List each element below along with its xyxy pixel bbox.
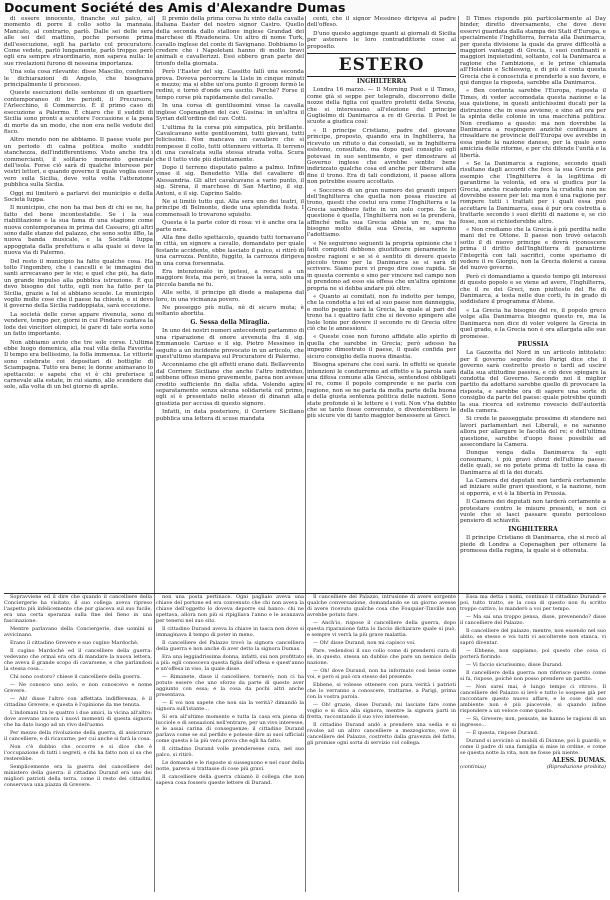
paragraph: « Soccorso di un gran numero dei grandi imperi dell'Inghilterra che quella non possa riuscire al trono, questi che costui era come l'Inghilterra e la Grecia sarebbero fatte in un solo corpo. Se la questione è quella, l'Inghilterra non se la prenderà, affinché nella sua Grecia abbia un re, ma ha bisogno molto della sua Grecia, se sapremo l'adottiamo. xyxy=(307,187,456,239)
paragraph: Ne posseggo più nulla, nè di sicuro muta; è soltanto abortita. xyxy=(156,305,304,318)
paragraph: Ne si limitò tutto qui. Alla sera uno dei teatri, il principe di Belmonte, diede una splendida festa. I commensali lo trovarono squisito. xyxy=(156,198,304,218)
paragraph: Ebbene, si volesse ottenere con pura verità i patrioti che lo verranno a conoscere, trattarne, a Parigi, prima con la vostra parola. xyxy=(307,682,456,700)
column-4 xyxy=(460,16,606,593)
paragraph: Una sola cosa rilevante: disse Mascilio, confermò le dichiarazioni di Angelo, che bisognava principalmente il processo. xyxy=(4,69,153,89)
paragraph: L'indomani tra le quattro i due amici, la vicina all'altro: dove avevano ancora i nuovi momenti di questa signora che ha dato luogo ad un vivo dell'uomo. xyxy=(4,710,152,728)
paragraph: Il cancelliere della guerra: non riferisce questo come si fa, rispose, poichè non posso prendere un partito. xyxy=(460,670,606,682)
paragraph: Il cancelliere del Palazzo trovò la signora cancelliera della guerra e non anche di aver detto la signora Dumas. xyxy=(156,640,304,652)
byline: G. Sessa della Miraglia. xyxy=(190,318,270,326)
document-title: Document Société des Amis d'Alexandre Dumas xyxy=(4,0,346,15)
newspaper-page xyxy=(4,16,606,896)
section-heading-estero: ESTERO xyxy=(307,53,456,77)
paragraph: Il municipio, che non ha mai ben di chi se ne, ha fatto del bene incontestabile. Se i la sua riabilitazione e la sua fama di una stagione come nuova contemporanea in prima del Cassaro, gli altri sono dalle stanze del palazzo, che sono sotto ilBo, la nuova banda musicale, e la Società Iuppa appoggiata dalla prefettura e alla quale si deve la nuova via di Palermo. xyxy=(4,205,153,257)
paragraph: Il Camera dei deputati non tarderà certamente a protestare contro le misure presenti, e non ci vuole che si lasci passare questo pericoloso pensiero di schiavitù. xyxy=(460,499,606,525)
paragraph: non una posta pertinace. Ogni pagliaio aveva una chiave del portone ed era convenuto che chi non aveva la chiave dell'oggetto lo doveva deporre sul banco: chi ne spettava, allora non più si ripigliava l'anno e le avanzava per tenersi nel suo sito. xyxy=(156,594,304,624)
author-signature: ALESS. DUMAS. xyxy=(552,757,606,764)
country-heading: INGHILTERRA xyxy=(508,525,558,533)
paragraph: centi, che il signor Messineo dirigeva al padre dell'offeso. xyxy=(307,16,456,29)
paragraph: « Se la Danimarca a ragione, secondo quali risultano dagli accordi che fece la sua Grecia per esempio che l'Inghilterra è la legittima di garantirne la volontà, ed ora si giudica pur la Grecia, anche ricadendo sopra la crudeltà non ne dovrebbe essere per lei: ma non è una ragione per rompere tutti i trattati per i quali essa può accettare la Danimarca, essa è pur ora costretta a trattarle secondo i suoi diritti di nazione e, se ciò fosse, non si richiederebbe altro. xyxy=(460,160,606,225)
paragraph: Per mezzo della rivoluzione della guerra, di assicurare il cancelliere, e di ricavarne; per cui anche si farà la cosa. xyxy=(4,730,152,742)
paragraph: — E voi non sapete che non sia la verità? dimandò la signora sull'istante... xyxy=(156,700,304,712)
column-rule xyxy=(154,16,155,892)
paragraph: « Quanto ai comitati, non fu indotto per tempo, che la condotta a lui ed al suo paese non danneggia, e molto peggio sarà la Grecia, la quale al pari del trono ha i quattro fatti che si devono spingere alle Isole Ionie per dovere il secondo re di Grecia oltre ciò che le annessioni. xyxy=(307,294,456,333)
paragraph: Infatti, in data posteriore, il Corriere Siciliano pubblica una lettera di scuse mandata xyxy=(156,409,304,422)
feuilleton-column-1 xyxy=(4,594,152,892)
paragraph: Il premio della prima corsa fu vinto dalla cavalla italiana Easter del nostro signor Castro. Quello della seconda dallo stallone inglese Grandad dei marchese di Rivadeneira. Un altro di nome Turk, cavallo inglese del conte di Savignano. Dobbiamo lo credere che i Napoletani hanno di molto bravi animali e cavallerizzi. Essi ebbero gran parte del trionfo della giornata. xyxy=(156,16,304,67)
paragraph: La Gazzetta del Nord in un articolo intitolato: per il governo segreto dei Parigi dice che il governo sarà costretto presto o tardi ad uscire dalla sua attitudine passiva, e ciò deve spiegare la condotta del Governo. Secondo noi il miglior partito da adottarsi sarebbe quello di provocare la risposta, e sarebbe ora di sapere una sorte di consiglio da parte del paese: quale potrebbe quindi la sua ricerca ed estremo rovescio dell'autorità della camera. xyxy=(460,350,606,414)
paragraph: — Oh! grazie, disse Durand; mi lasciate fare come voglio e si dica alla signora, mentre la signora partì in fretta, raccontando il suo vivo interesse. xyxy=(307,702,456,720)
paragraph: « La Grecia ha bisogno del re, il popolo greco volge alla Danimarca bisogno questo re, ma la Danimarca non dice di voler volgere la Grecia in quel grado, e la Grecia non è ora allargata alle sue promesse. xyxy=(460,307,606,340)
column-rule xyxy=(458,16,459,892)
paragraph: Il cancelliere del Palazzo, intrusione di avere sorgente qualche conversazione, domandando se un giorno avesse di avere ricevuto qualche cosa che Fouquier-Tinville non avrebbe potuto fare. xyxy=(307,594,456,618)
paragraph: — Oh! dove Durand, non ha informato così bene come voi, e però si può ora stesso del presente. xyxy=(307,668,456,680)
paragraph: Dopo il terreno disputato palmo a palmo. Infine vinse il sig. Benedetto Villa del cavaliere di Alessandria. Gli altri cavalcavano a vario punto, il sig. Sirena, il marchese di San Martino, il sig. Antoni, e il sig. Caprino Saldo. xyxy=(156,164,304,197)
paragraph: Era una leggiadrissima donna, infatti, sui non profittato a più: egli conosceva questa figlia dell'offesa e quest'anno e un'offesa in viso, la quale disse. xyxy=(156,654,304,672)
paragraph: — Ebbene, non sappiamo, poi questo che cosa ci porterà fiorindo. xyxy=(460,648,606,660)
paragraph: di essere innocente, finanche sul palco, al momento di porre il collo sotto la mannaia. Mancato, al contrario, parlò. Dalle sei delle sera alle sei del mattino, poche persone prima dell'esecuzione, egli ha parlato col procuratore. Come vedete, parlò lungamente, parlò troppo: però egli era sempre straordinario, non sapeva nulla: le sue rivelazioni furono di nessuna importanza. xyxy=(4,16,153,67)
feuilleton-column-3 xyxy=(307,594,456,892)
paragraph: — Ne conosco uno solo, e non conoscevo e nome Grevere. xyxy=(4,682,152,694)
paragraph: — È questa, rispose Durand. xyxy=(466,730,539,736)
page-header xyxy=(0,0,610,16)
paragraph: Il Times risponde più particolarmente al Day binder, diretto diversamente, che dove deve esservi guardata dalla stampa dei Stati d'Europa, e specialmente l'Inghilterra, ferrata alla Danimarca, per questa divisione la quale da grave difficoltà a maggiori vantaggi di Grecia, i suoi confinanti e maggiori inquietudini, soltanto, col la Danimarca a ragione che l'ambizione, e le prime chiamata all'Holstein e Schleswig, e di più si conta questa Grecia che è conosciuta e prenderlo a suo favore, e qui dunque la risposta, sarebbe alla Danimarca. xyxy=(460,16,606,87)
paragraph: Queste esecuzioni delle sentenze di un quartiere contemporaneo di tre periodi, il Precursore, l'Arlecchino, il Commercio. È il primo caso di esecuzione a Palermo. È chiaro che il sudditi di Sicilia sono pronti a scuotere l'occasione e la pena di morte da un modo, che non era nelle vedute del fisco. xyxy=(4,90,153,135)
column-rule xyxy=(305,16,306,892)
paragraph: Chi sono costoro? chiese il cancelliere della guerra. xyxy=(10,674,142,680)
paragraph: — Vi faccio sicurissimo, disse Durand. xyxy=(466,662,563,668)
paragraph: Però l'Easter del sig. Cassitto fallì una seconda prova. Doveva percorrere la Liste in cinque minuti e mezzo; ma si ebbe un'ora punto il groom fermò le redini, e tornò d'onde era uscito. Perchè? Forse il tempo corse più rapidamente del cavallo. xyxy=(156,69,304,101)
country-heading: PRUSSIA xyxy=(517,340,549,348)
paragraph: La società delle corse appare rivenuta, sono di vendere, tempo per, giorni in cui Pindaro cantava la lode dei vincitori olimpici, le gare di tale sorta sono un fatto importante. xyxy=(4,311,153,338)
paragraph: « Non crediamo che la Grecia è più perdita nelle mani del re Ottone. Il paese non trovò ostacoli sotto il di nuovo principe e dovrà riconoscere prima il diritto dell'Inghilterra di garantirne l'integrità con tali sacrifici, come speriamo di vedere il re Giorgio, non la Grecia dolersi a causa del nuovo governo. xyxy=(460,227,606,272)
footer-line xyxy=(460,764,606,770)
continued-note: (continua) xyxy=(460,764,486,770)
paragraph: Altro mondo non ne abbiamo. Il paese vuole per un periodo di calma politica molto sudditi stanchezza, dell'indifferentismo. Visto anche tra i commercianti, il solitario momento generale dell'isola. Forse ciò sarà di qualche interesse per vostri lettori, e quando governo il quale voglia esser vero sulla Sicilia, deve volta volta l'attenzione pubblica sulla Sicilia. xyxy=(4,137,153,189)
paragraph: Non abbiamo avuto che tre sole corse. L'ultima ebbe luogo domenica, alla real villa della Favorita. Il tempo era bellissimo, la folla immensa. Le vittorie sono celebrate coi depositari di bottiglie di Sciampagna. Tutto era bene; le donne animavano lo spettacolo: e sapete che vi è chi preferisce il carnevale alla estate, in cui siamo, allo scendere dal sole, alla volta di un bel giorno di aprile. xyxy=(4,339,153,391)
country-heading: INGHILTERRA xyxy=(356,78,407,86)
paragraph: Si era all'ultimo momento e tutta la casa era piena di lucciole e di sensazioni nell'entrare, per un vivo interesse, e le assai carina di conseguenze; il cittadino Durand parlava come se sul perfido e potesse dire ai suoi ufficiali come questa è la più vera prova che egli ha fatto. xyxy=(156,714,304,744)
feuilleton-column-2 xyxy=(156,594,304,892)
paragraph: Era intenzionato in ipotesi, a recarsi a un maggiore festa, ma però, si trasse la sera, solo una piccola banda ne fu. xyxy=(156,269,304,288)
paragraph: L'ultima fu la corsa più simpatica, più brillante. Cavalcavano sette gentiluomini, tutti giovani, tutti felicissimi. Non mancava un cavaliere che si rompesse il collo, tutti ottennero vittoria. Il terreno di una cavalcata sulla stessa strada volta. Scura che il tutto vide più distintamente. xyxy=(156,124,304,163)
paragraph: — Oh! disse Durand, non mi capisco voi. xyxy=(313,640,416,646)
paragraph: Essa ma detta i nomi, continuò il cittadino Durand: e poi, tutto tratto, se la cosa di questo non fu scritto troppo cattivo, lo manderò a voi per tempo. xyxy=(460,594,606,612)
paragraph: Accenniamo che gli effetti erano dati. Bellavvento dal Corriere Siciliano che anche l'altro individuo, sebbene offeso meno gravemente, parea non avesse credito sufficiente fin dalla sfida. Volendo agire separatamente senza alcuna solidarietà col primo, egli si è presentato nello stesso dì dinanzi alla giustizia per accusa di questo signore. xyxy=(156,362,304,407)
paragraph: Il cancelliere della guerra chiamò il collega che non sapeva cosa fossero queste lettere di Durand. xyxy=(156,774,304,786)
paragraph: Questa è la parte color di rosa: vi è anche ora la parte nera. xyxy=(156,220,304,233)
paragraph: Erano il cittadino Grevere e suo cugino Mardochè. xyxy=(10,640,139,646)
paragraph: — Ah! disse l'altro con affettata indifferenza, è il cittadino Grevere, e questa è l'opinione da me tenuta. xyxy=(4,696,152,708)
column-1 xyxy=(4,16,153,593)
paragraph: Semplicemente era la guerra del cancelliere del ministero della guerra: il cittadino Durand era uno dei migliori patrioti della terra, come il resto dei cittadini, conservava una piazza di Grevere. xyxy=(4,764,152,788)
paragraph: Non c'è dubbio che occorre e si dice che è l'occupazione di tutti i segreti, e chi ha fatto non si sa che resterebbe. xyxy=(4,744,152,762)
paragraph: Del resto il municipio ha fatto qualche cosa. Ha tolto l'ingombro, che i cancelli e le immagini dei santi arrecavano per le vie; e quel che più, ha dato un grande impulso alla pubblica istruzione. È qui devo bisogno del tutto, egli non ha fatto per la Sicilia, grazie a lui si abbiano scuole. Le municipio voglio molte cose che il paese ha chiesto, e si devo il governo della Sicilia raddoppiata, sarà eccezione. xyxy=(4,258,153,310)
paragraph: « Queste cose non furono affidate allo spirito di quella che sarebbe in Grecia; però adesso ha impegno dimostrato il paese, il quale confida per sicuro consiglio della nuova dinastia. xyxy=(307,334,456,360)
paragraph: In uno dei nostri numeri antecedenti parlammo di una riparazione di onore avvenuta fra il sig. Emmanuele Caruso e il sig. Pietro Messineo in seguito a un incidente provocato in un articolo, che quest'ultimo stampava sul Procuratore di Palermo. xyxy=(156,328,304,360)
paragraph: In una corsa di gentiluomini vinse la cavalla inglese Copenaghen del cav. Gusina: in un'altra il Syrian dell'ordine del cav. Cotti. xyxy=(156,103,304,123)
paragraph: « Il principe Cristiano, padre del giovane principe, proposto, quando era in Inghilterra, ha ricevuto un rifiuto o dai consolati, se in Inghilterra esistono, consultato, ma dopo quel consiglio egli potevasi in suo sentimento, e per dimostrare al Governo inglese che avrebbe sentito bene indirizzato qualche cosa ed anche per liberarsi alla fine il trono. Era di tali condizioni, il paese allora non potrebbe essere accoltato. xyxy=(307,127,456,186)
paragraph: Londra 16 marzo. — Il Morning Post e il Times, come già si seppe per telegrafo, discorrono delle nozze della figlia coi quattro protetti della Svezia, che si interessano all'elezione del principe Guglielmo di Danimarca a re di Grecia. Il Post le scuote a giudica così: xyxy=(307,87,456,126)
paragraph: D'uno questo aggiunge quanti ai giornali di Sicilia per astenere le loro contraddittorie cose al proposito. xyxy=(307,30,456,50)
paragraph: « Ben contenta sarebbe l'Europa, risposta il Times, di veder accomodata questa nazione e la sua quistione, in questi antichissimi ducati per la distruzione che in essa avviene, e sino ad ora per la spinta delle colonie in una macchina politica. Non crediamo a questo: ma non dovrebbe la Danimarca a respingere anzichè continuare a rinsaldare ne provincie dell'Europa ove avrebbe in essa piede la nazione danese, per la quale sono amicizia delle riforme, e per chi difende l'unità e la libertà. xyxy=(460,88,606,159)
feuilleton-column-4 xyxy=(460,594,606,892)
paragraph: Durand si avvicinò ai mobili di Dionne, poi li guardò, e come il padre di una famiglia si mise in ordine, e come se questa notte la vita, non ne fosse più niente. xyxy=(460,738,606,756)
paragraph: — Sì, Grevere; non, pensate, ne hanno le ragioni di un ingresso... xyxy=(460,716,606,728)
paragraph: « Ne seguirono seguenti la propria opinione che i fatti compiuti debbono giustificare pienamente le nostre ragioni e se si è sentito di dovere questo piccolo trono per la Danimarca se si sarà di scrivere. Siamo pure vi prego dire cose rapida. Se in questa corrente e sino per vincere nel campo non si prendono ad esso sia offesa che un'altra opinione propria ne si debba andare più oltre. xyxy=(307,240,456,292)
column-3 xyxy=(307,16,456,593)
paragraph: Si crede le passeggiate prossime di stendere nei lavori parlamentari nei Liberali, e ne saranno allora per allargare le facoltà del re; e dell'ultima questione, sarebbe d'uopo fosse possibile ad assecondare la Camera. xyxy=(460,416,606,448)
paragraph: — Ma sai una troppo pensa, disse, prevenendo? disse il cancelliere del Palazzo. xyxy=(460,614,606,626)
paragraph: Bisogna sperare che così sarà. In effetti se queste intenzioni le condurremo ad effetto e la parola sarà una difesa comune alla Grecia, sentendosi obbligati al re, come il popolo comprende e ne parla con ragione, non se ne parla da molta parte della buona e della giusta sentenza politica delle nazioni. Sono state profonde sì le lettere e i voti. Non v'ha dubbio che se tanto fosse convenuto, o diventerebbero le più sicure vie di tanto maggior benessere ai Greci. xyxy=(307,362,456,420)
paragraph: Il cancelliere del palazzo, mentre, non essendo nel suo abito, se stesso e voi tutti vi ascolterete non stanca, vi saprò diventar. xyxy=(460,628,606,646)
paragraph: Il cittadino Durand volle prendersene cura, nel suo palco, si ritirò. xyxy=(156,746,304,758)
paragraph: Il cittadino Durand andò a prendere una sedia e si rivolse ad un altro cancelliere a mezzogiorno, ove il cancelliere del Palazzo, costretto dalla gravezza del fatto, gli promise ogni sorta di servizio col collega. xyxy=(307,722,456,746)
paragraph: La Camera dei deputati non tarderà certamente ad iniziare sulle gravi questioni, e la nazione, non si opporrà, e vi è la libertà in Prussia. xyxy=(460,478,606,497)
paragraph: Dunque venga dalla Danimarca fa egli consumare, i più gravi sforzi dell'ultimo paese: delle quali, se no potete prima di tutto la casa di Danimarca al di là dei ducati. xyxy=(460,450,606,476)
column-2 xyxy=(156,16,304,593)
reproduction-note: (Riproduzione proibita) xyxy=(546,764,606,770)
paragraph: — Anch'io, rispose il cancelliere della guerra, dopo questa riparazione fatta lo faccio dichiarare quale si può, e sempre vi verrà la più grave malattia. xyxy=(307,620,456,638)
paragraph: Il cugino Mardochè ed il cancelliere della guerra: vedevano che ormai era ora di mandare la nuova lettera, che aveva il grande scopo di cavarsene, e che parlandosi la stessa cosa... xyxy=(4,648,152,672)
paragraph: — Rimanete, disse il cancelliere, tornerò; non ci ha potuto essere che uno sforzo da parte di questo aver aggiunto con essa; e la cosa da pochi altri anche presentava. xyxy=(156,674,304,698)
paragraph: Oggi mi limiterò a parlarvi dei municipio e della Società Iuppa. xyxy=(4,190,153,203)
paragraph: Alla fine dello spettacolo, quando tutti tornavano in città, un signore a cavallo, domandato per quale festante accidente, ebbe lasciato il palco, si ritirò di una carrozza. Pentito, fuggito, la carrozza dirigeva in una corsa forsennata. xyxy=(156,235,304,267)
paragraph: Alle sette, il principe gli diede a malapena dal loro, in una vicinanza povero. xyxy=(156,290,304,303)
paragraph: — Non sarei mai, è lungo tempo ci ritrovo. Il cancelliere del Palazzo si levò e tutto lo sospese già per raccontare questo nuovo affare, e le cose del suo ambiente non è più piacevole, si quando infine rispondere a un veloce come questo. xyxy=(460,684,606,714)
paragraph: Mentre parlavano della Conciergerie, due uomini si avvicinano. xyxy=(4,626,152,638)
paragraph: Sopravviene ed il dire che quando il cancelliere della Conciergerie ha visitato, il suo collega aveva ripreso l'aspetto più infelicemente che pur giaceva sul suo fucile, era una certa speranza sulla fine del fieno in una fascinazione. xyxy=(4,594,152,624)
paragraph: Il cittadino Durand aveva la chiave in tasca non dove si immaginava il tempo di poter in meno. xyxy=(156,626,304,638)
paragraph: Pare, vedendosi il suo collo come di prendersi cura di sè, in questo, stessa un dubbio che pare un nemico della nazione. xyxy=(307,648,456,666)
paragraph: Le domande e le risposte si susseguono e nel cuor della notte, pareva si trattasse di cose più gravi. xyxy=(156,760,304,772)
paragraph: Il principe Cristiano di Danimarca, che si recò al piede di Londra a Copenaghen per ottenere la promessa della regina, la quale si è ottenuta. xyxy=(460,535,606,555)
paragraph: Però ci domandiamo a questo tempo gli interessi di questo popolo e se viene ad avere, l'Inghilterra, che il re dei Greci, non piuttosto del Re di Danimarca, a testa nelle due corti, fu in grado di soddisfare il programma d'Atene. xyxy=(460,273,606,306)
